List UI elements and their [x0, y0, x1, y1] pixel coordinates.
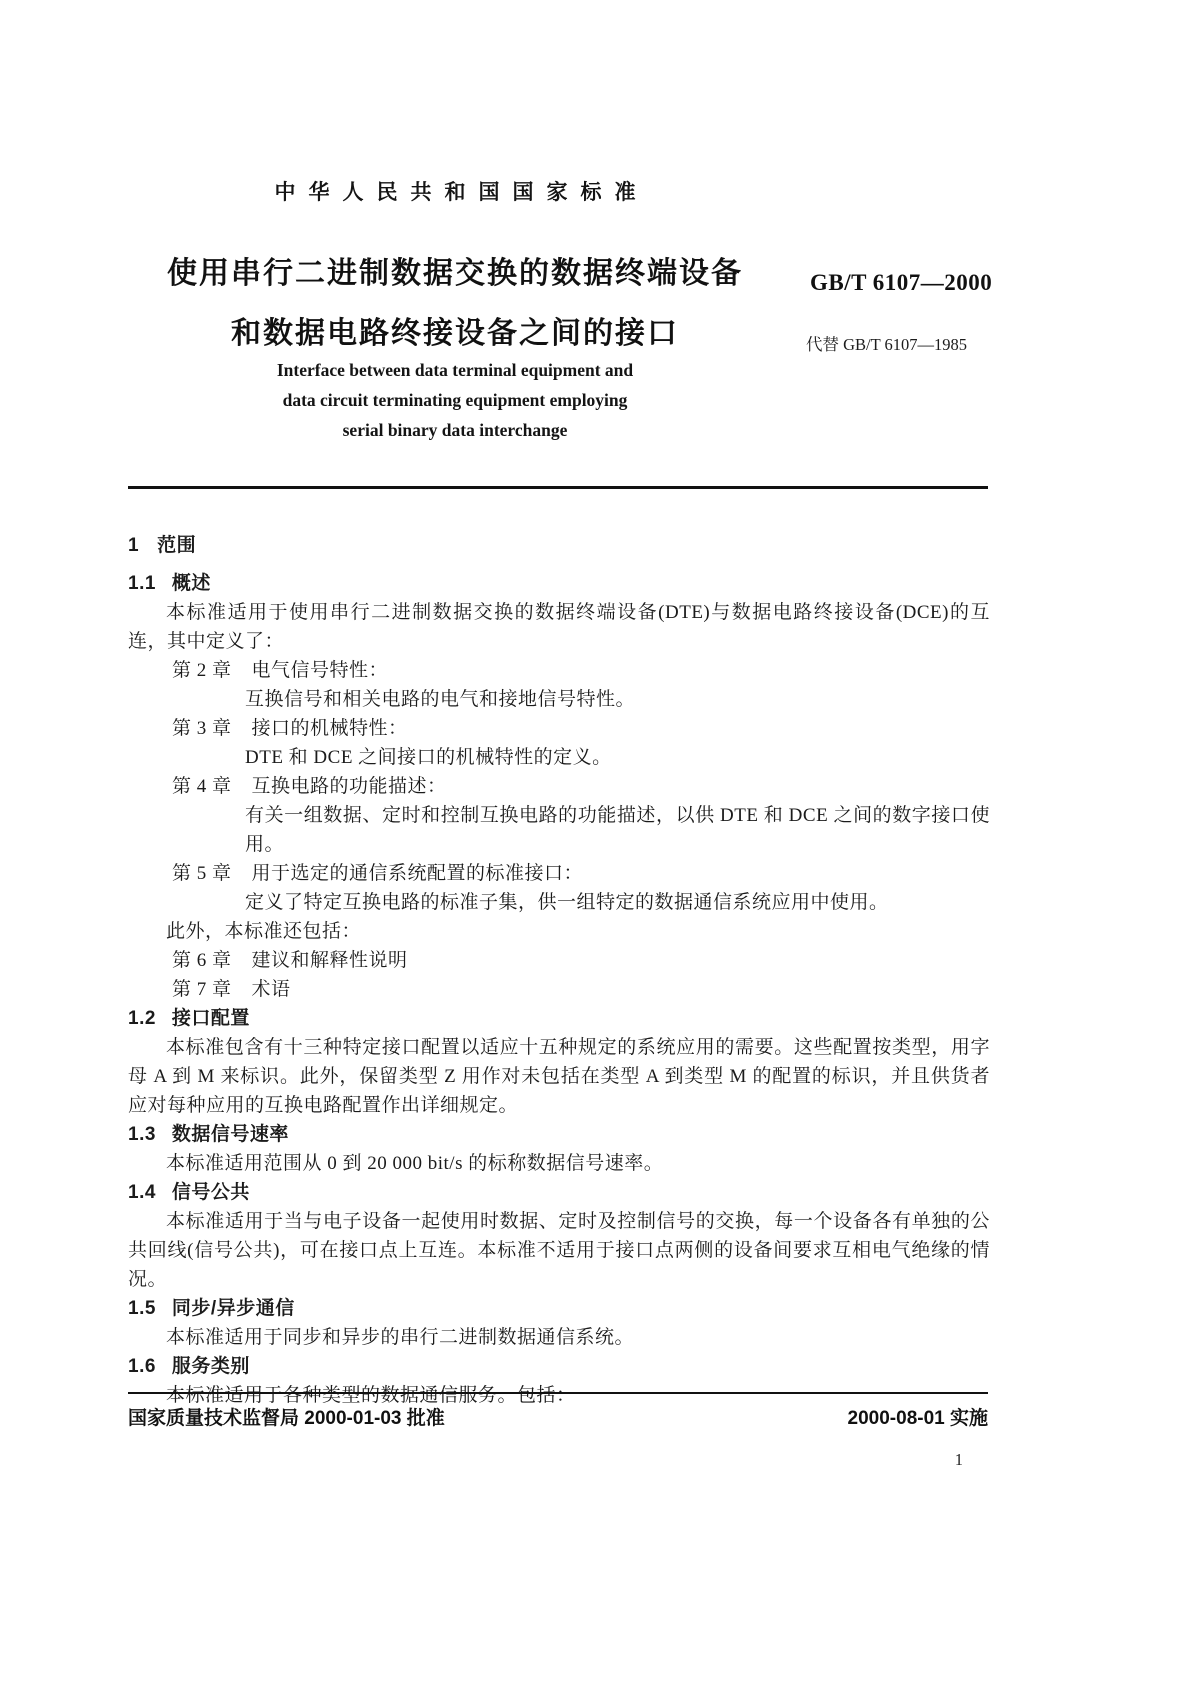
subsection-heading: [128, 1294, 990, 1323]
section-title: 范围: [157, 535, 197, 556]
subsection-title: 接口配置: [171, 1008, 250, 1029]
document-body: [128, 531, 990, 1410]
paragraph: 本标准适用于当与电子设备一起使用时数据、定时及控制信号的交换，每一个设备各有单独的公共回线(信号公共)，可在接口点上互连。本标准不适用于接口点两侧的设备间要求互相电气绝缘的情况。: [128, 1211, 990, 1290]
subsection-heading: [128, 569, 990, 598]
paragraph: 本标准包含有十三种特定接口配置以适应十五种规定的系统应用的需要。这些配置按类型，用字母 A 到 M 来标识。此外，保留类型 Z 用作对未包括在类型 A 到类型 M 的配置的标识，并且供货者应对每种应用的互换电路配置作出详细规定。: [128, 1037, 990, 1116]
title-cn-line-1: 使用串行二进制数据交换的数据终端设备: [167, 257, 743, 290]
english-title-line-2: data circuit terminating equipment employing: [282, 390, 628, 410]
subsection-number: 1.6: [128, 1356, 156, 1377]
paragraph: 本标准适用于同步和异步的串行二进制数据通信系统。: [166, 1327, 635, 1348]
paragraph-indent: 此外，本标准还包括：: [166, 921, 362, 942]
approval-text: 国家质量技术监督局 2000-01-03 批准: [128, 1408, 445, 1429]
chapter-text: 互换电路的功能描述：: [251, 776, 447, 797]
chapter-item: [128, 714, 990, 743]
implementation-text: 2000-08-01 实施: [847, 1408, 988, 1429]
chapter-text: 术语: [251, 979, 291, 1000]
subsection-number: 1.2: [128, 1008, 156, 1029]
page-number: 1: [954, 1450, 963, 1469]
chapter-item: [128, 859, 990, 888]
section-heading: [128, 531, 990, 560]
subsection-title: 概述: [171, 573, 211, 594]
chapter-label: 第 7 章: [172, 979, 232, 1000]
standard-number: GB/T 6107—2000: [810, 270, 993, 295]
national-standard-label: 中华人民共和国国家标准: [274, 181, 649, 204]
english-title: [128, 355, 782, 445]
chapter-item: [128, 946, 990, 975]
subsection-heading: [128, 1352, 990, 1381]
subsection-title: 服务类别: [171, 1356, 250, 1377]
chapter-text: 接口的机械特性：: [251, 718, 408, 739]
subsection-number: 1.3: [128, 1124, 156, 1145]
chapter-label: 第 4 章: [172, 776, 232, 797]
subsection-title: 同步/异步通信: [171, 1298, 295, 1319]
subsection-number: 1.4: [128, 1182, 156, 1203]
footer: [128, 1392, 988, 1430]
paragraph: 本标准适用于各种类型的数据通信服务。包括：: [166, 1385, 576, 1406]
standard-title-cn: [128, 244, 782, 364]
chapter-text: 用于选定的通信系统配置的标准接口：: [251, 863, 584, 884]
subsection-title: 信号公共: [171, 1182, 250, 1203]
subsection-number: 1.5: [128, 1298, 156, 1319]
paragraph: 本标准适用于使用串行二进制数据交换的数据终端设备(DTE)与数据电路终接设备(DCE)的互连，其中定义了：: [128, 602, 990, 652]
subsection-heading: [128, 1120, 990, 1149]
subsection-heading: [128, 1178, 990, 1207]
english-title-line-1: Interface between data terminal equipment and: [276, 360, 634, 380]
subsection-number: 1.1: [128, 573, 156, 594]
subsection-heading: [128, 1004, 990, 1033]
section-number: 1: [128, 535, 140, 556]
chapter-label: 第 2 章: [172, 660, 232, 681]
english-title-line-3: serial binary data interchange: [342, 420, 568, 440]
chapter-label: 第 5 章: [172, 863, 232, 884]
chapter-item: [128, 656, 990, 685]
chapter-description: 互换信号和相关电路的电气和接地信号特性。: [245, 689, 636, 710]
chapter-item: [128, 772, 990, 801]
replaces-note: 代替 GB/T 6107—1985: [806, 335, 968, 354]
chapter-label: 第 6 章: [172, 950, 232, 971]
header-rule: [128, 486, 988, 489]
chapter-label: 第 3 章: [172, 718, 232, 739]
chapter-description: 有关一组数据、定时和控制互换电路的功能描述，以供 DTE 和 DCE 之间的数字接口使用。: [245, 805, 990, 855]
chapter-description: 定义了特定互换电路的标准子集，供一组特定的数据通信系统应用中使用。: [245, 892, 889, 913]
chapter-item: [128, 975, 990, 1004]
chapter-text: 建议和解释性说明: [251, 950, 408, 971]
subsection-title: 数据信号速率: [171, 1124, 289, 1145]
title-cn-line-2: 和数据电路终接设备之间的接口: [231, 317, 679, 350]
chapter-description: DTE 和 DCE 之间接口的机械特性的定义。: [245, 747, 612, 768]
chapter-text: 电气信号特性：: [251, 660, 389, 681]
paragraph: 本标准适用范围从 0 到 20 000 bit/s 的标称数据信号速率。: [166, 1153, 664, 1174]
